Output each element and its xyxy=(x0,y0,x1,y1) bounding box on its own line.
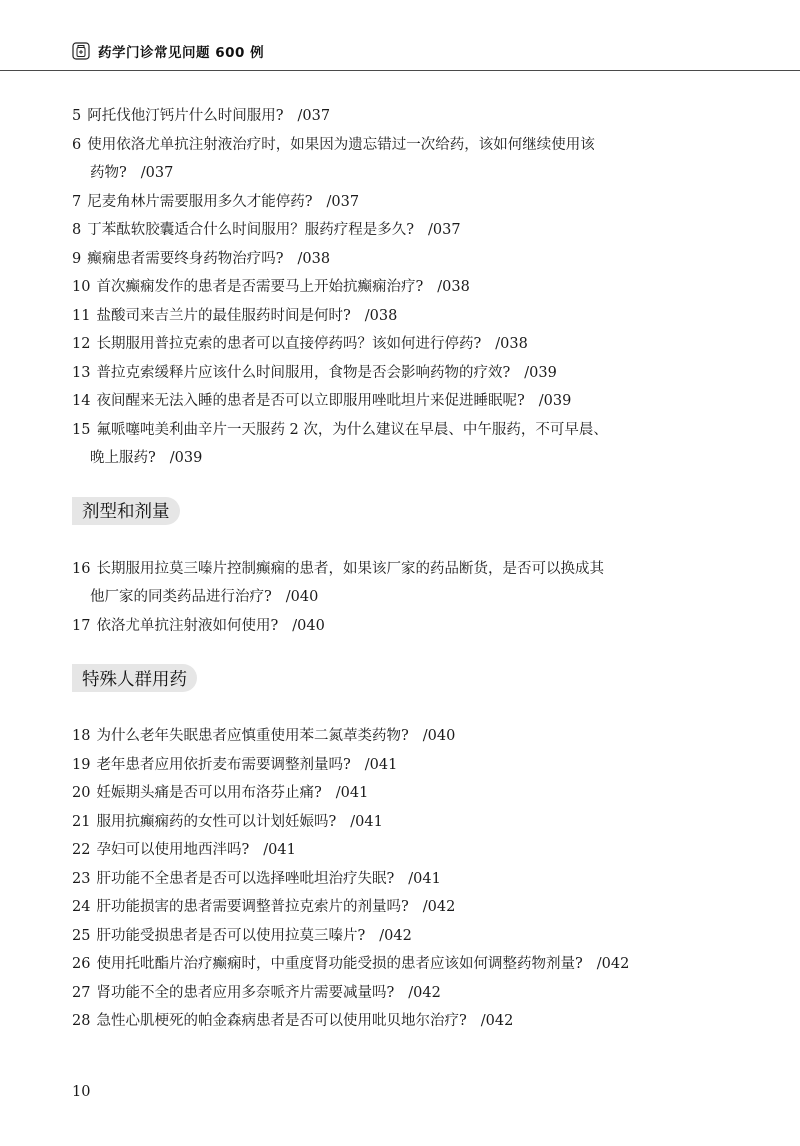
toc-entry[interactable]: 25 肝功能受损患者是否可以使用拉莫三嗪片? /042 xyxy=(72,927,412,944)
toc-entry[interactable]: 18 为什么老年失眠患者应慎重使用苯二氮䓬类药物? /040 xyxy=(72,728,456,744)
pill-bottle-icon xyxy=(72,42,90,60)
toc-entry[interactable]: 9 癫痫患者需要终身药物治疗吗? /038 xyxy=(72,250,331,267)
toc-entry[interactable]: 20 妊娠期头痛是否可以用布洛芬止痛? /041 xyxy=(72,785,369,801)
toc-entry[interactable]: 13 普拉克索缓释片应该什么时间服用，食物是否会影响药物的疗效? /039 xyxy=(72,364,557,381)
toc-entry[interactable]: 26 使用托吡酯片治疗癫痫时，中重度肾功能受损的患者应该如何调整药物剂量? /042 xyxy=(72,956,630,972)
toc-entry[interactable]: 27 肾功能不全的患者应用多奈哌齐片需要减量吗? /042 xyxy=(72,984,441,1001)
toc-block-special xyxy=(72,722,732,1036)
page-number: 10 xyxy=(72,1084,91,1100)
toc-entry[interactable]: 17 依洛尤单抗注射液如何使用? /040 xyxy=(72,617,325,634)
toc-entry[interactable]: 23 肝功能不全患者是否可以选择唑吡坦治疗失眠? /041 xyxy=(72,870,441,887)
toc-entry[interactable]: 22 孕妇可以使用地西泮吗? /041 xyxy=(72,842,296,858)
section-title-special-population: 特殊人群用药 xyxy=(72,664,197,692)
toc-entry[interactable]: 14 夜间醒来无法入睡的患者是否可以立即服用唑吡坦片来促进睡眠呢? /039 xyxy=(72,393,572,409)
toc-entry[interactable]: 16 长期服用拉莫三嗪片控制癫痫的患者，如果该厂家的药品断货，是否可以换成其 xyxy=(72,560,604,577)
toc-entry[interactable]: 12 长期服用普拉克索的患者可以直接停药吗？该如何进行停药? /038 xyxy=(72,336,528,352)
toc-entry[interactable]: 21 服用抗癫痫药的女性可以计划妊娠吗? /041 xyxy=(72,813,383,830)
toc-entry[interactable]: 8 丁苯酞软胶囊适合什么时间服用？服药疗程是多久? /037 xyxy=(72,222,461,238)
header-divider xyxy=(0,70,800,71)
toc-entry[interactable]: 19 老年患者应用依折麦布需要调整剂量吗? /041 xyxy=(72,756,398,773)
book-title: 药学门诊常见问题 600 例 xyxy=(98,45,265,61)
toc-entry-continuation[interactable]: 药物? /037 xyxy=(90,165,174,181)
toc-entry-continuation[interactable]: 晚上服药? /039 xyxy=(90,450,203,466)
toc-entry[interactable]: 11 盐酸司来吉兰片的最佳服药时间是何时? /038 xyxy=(72,307,398,324)
toc-block-dosage xyxy=(72,555,732,641)
running-header xyxy=(72,38,264,64)
toc-entry[interactable]: 10 首次癫痫发作的患者是否需要马上开始抗癫痫治疗? /038 xyxy=(72,279,470,295)
toc-entry[interactable]: 24 肝功能损害的患者需要调整普拉克索片的剂量吗? /042 xyxy=(72,899,456,915)
toc-content xyxy=(72,102,732,1036)
toc-entry[interactable]: 28 急性心肌梗死的帕金森病患者是否可以使用吡贝地尔治疗? /042 xyxy=(72,1013,514,1029)
section-header xyxy=(72,473,732,555)
section-header xyxy=(72,640,732,722)
toc-entry[interactable]: 6 使用依洛尤单抗注射液治疗时，如果因为遗忘错过一次给药，该如何继续使用该 xyxy=(72,136,595,153)
toc-entry[interactable]: 5 阿托伐他汀钙片什么时间服用? /037 xyxy=(72,108,331,124)
toc-entry[interactable]: 7 尼麦角林片需要服用多久才能停药? /037 xyxy=(72,193,360,210)
toc-block-continued xyxy=(72,102,732,473)
section-title-dosage-form: 剂型和剂量 xyxy=(72,497,180,525)
toc-entry[interactable]: 15 氟哌噻吨美利曲辛片一天服药 2 次，为什么建议在早晨、中午服药，不可早晨、 xyxy=(72,421,608,438)
toc-entry-continuation[interactable]: 他厂家的同类药品进行治疗? /040 xyxy=(90,589,319,605)
